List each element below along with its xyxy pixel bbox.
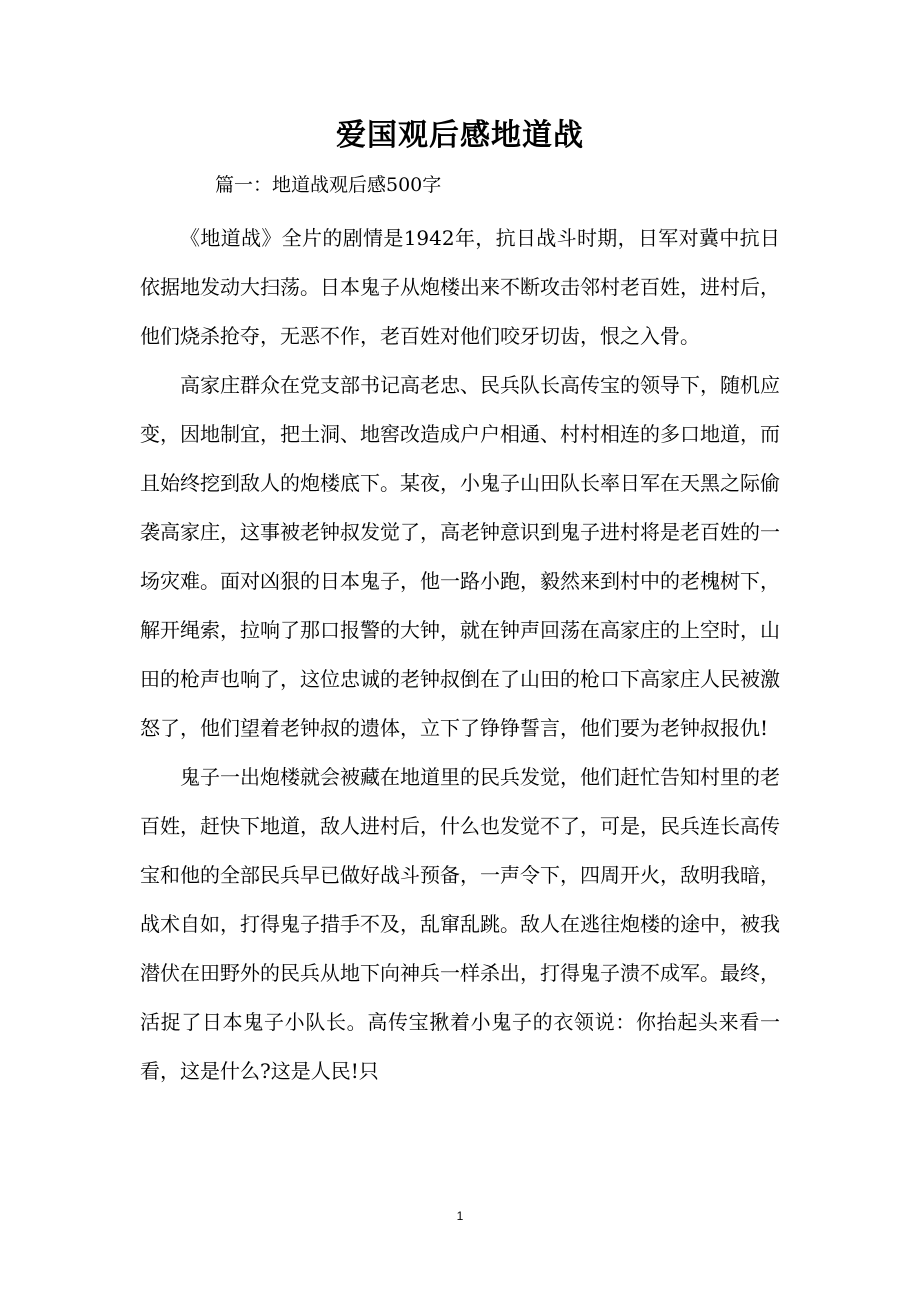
paragraph: 高家庄群众在党支部书记高老忠、民兵队长高传宝的领导下，随机应变，因地制宜，把土洞、地窖改造成户户相通、村村相连的多口地道，而且始终挖到敌人的炮楼底下。某夜，小鬼子山田队长率日军在天黑之际偷袭高家庄，这事被老钟叔发觉了，高老钟意识到鬼子进村将是老百姓的一场灾难。面对凶狠的日本鬼子，他一路小跑，毅然来到村中的老槐树下，解开绳索，拉响了那口报警的大钟，就在钟声回荡在高家庄的上空时，山田的枪声也响了，这位忠诚的老钟叔倒在了山田的枪口下高家庄人民被激怒了，他们望着老钟叔的遗体，立下了铮铮誓言，他们要为老钟叔报仇! [140, 373, 780, 740]
body-text [140, 214, 780, 1096]
page-number: 1 [456, 1209, 464, 1223]
document-title: 爱国观后感地道战 [336, 118, 584, 153]
section-heading: 篇一：地道战观后感500字 [215, 174, 442, 196]
paragraph: 鬼子一出炮楼就会被藏在地道里的民兵发觉，他们赶忙告知村里的老百姓，赶快下地道，敌人进村后，什么也发觉不了，可是，民兵连长高传宝和他的全部民兵早已做好战斗预备，一声令下，四周开火，敌明我暗，战术自如，打得鬼子措手不及，乱窜乱跳。敌人在逃往炮楼的途中，被我潜伏在田野外的民兵从地下向神兵一样杀出，打得鬼子溃不成军。最终，活捉了日本鬼子小队长。高传宝揪着小鬼子的衣领说：你抬起头来看一看，这是什么?这是人民!只 [140, 765, 780, 1083]
paragraph: 《地道战》全片的剧情是1942年，抗日战斗时期，日军对冀中抗日依据地发动大扫荡。日本鬼子从炮楼出来不断攻击邻村老百姓，进村后，他们烧杀抢夺，无恶不作，老百姓对他们咬牙切齿，恨之入骨。 [140, 226, 780, 348]
